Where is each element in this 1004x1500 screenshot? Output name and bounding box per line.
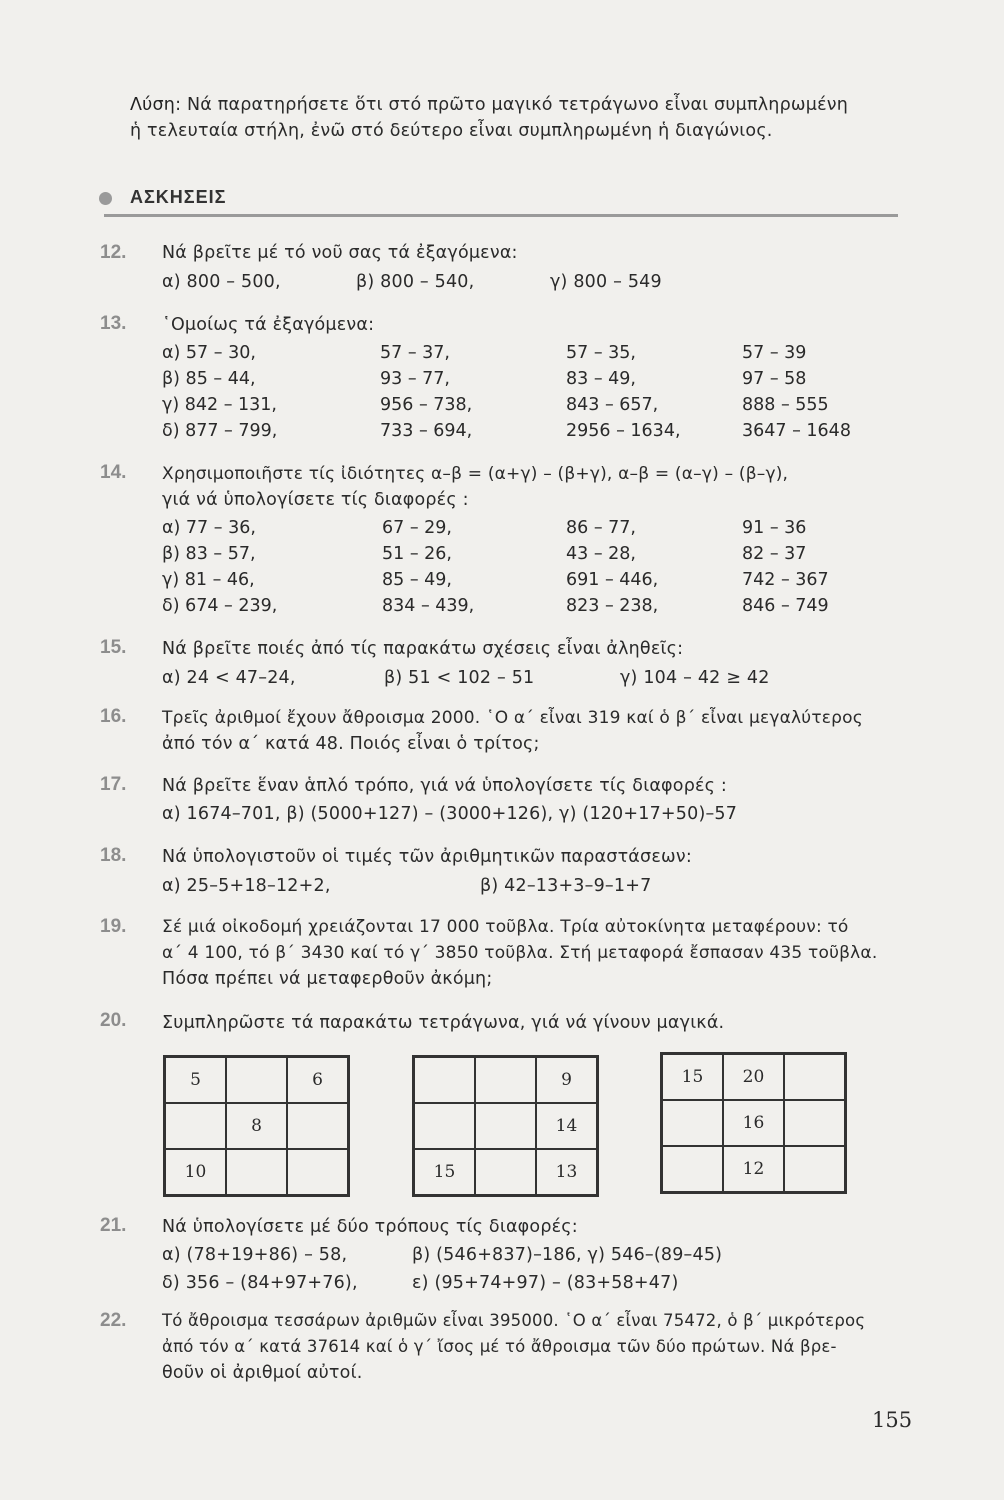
exercise-18-b: β) 42–13+3–9–1+7 <box>480 876 652 896</box>
magic-square-3 <box>660 1052 847 1194</box>
magic-square-cell[interactable] <box>414 1103 475 1149</box>
ex14-cell: 91 – 36 <box>742 518 807 538</box>
exercise-21-bc: β) (546+837)–186, γ) 546–(89–45) <box>412 1245 723 1265</box>
exercise-20-text: Συμπληρῶστε τά παρακάτω τετράγωνα, γιά νά γίνουν μαγικά. <box>162 1013 725 1033</box>
exercise-13-col-3 <box>566 340 681 444</box>
section-bullet-icon <box>99 192 112 205</box>
exercise-22-line-3: θοῦν οἱ ἀριθμοί αὐτοί. <box>162 1363 363 1383</box>
ex14-cell: γ) 81 – 46, <box>162 570 255 590</box>
magic-square-cell[interactable]: 16 <box>723 1100 784 1146</box>
exercise-14-line-1: Χρησιμοποιῆστε τίς ἰδιότητες α–β = (α+γ) – (β+γ), α–β = (α–γ) – (β–γ), <box>162 464 789 484</box>
ex13-cell: 57 – 37, <box>380 343 450 363</box>
solution-line-1 <box>130 94 848 116</box>
magic-square-cell[interactable] <box>784 1054 845 1100</box>
magic-square-cell[interactable] <box>475 1057 536 1103</box>
exercise-13-text: ῾Ομοίως τά ἐξαγόμενα: <box>162 315 375 335</box>
magic-square-cell[interactable]: 12 <box>723 1146 784 1192</box>
exercise-number-12: 12. <box>100 242 127 263</box>
exercise-18-text: Νά ὑπολογιστοῦν οἱ τιμές τῶν ἀριθμητικῶν παραστάσεων: <box>162 847 692 867</box>
exercise-number-19: 19. <box>100 916 127 937</box>
exercise-12-text: Νά βρεῖτε μέ τό νοῦ σας τά ἐξαγόμενα: <box>162 243 518 263</box>
ex13-cell: 83 – 49, <box>566 369 636 389</box>
exercise-16-line-2: ἀπό τόν α΄ κατά 48. Ποιός εἶναι ὁ τρίτος; <box>162 734 540 754</box>
exercise-number-16: 16. <box>100 706 127 727</box>
exercise-16-line-1: Τρεῖς ἀριθμοί ἔχουν ἄθροισμα 2000. ῾Ο α΄ εἶναι 319 καί ὁ β΄ εἶναι μεγαλύτερος <box>162 708 863 728</box>
magic-square-cell[interactable]: 15 <box>662 1054 723 1100</box>
magic-square-cell[interactable] <box>784 1146 845 1192</box>
exercise-21-text: Νά ὑπολογίσετε μέ δύο τρόπους τίς διαφορές: <box>162 1217 578 1237</box>
magic-square-cell[interactable]: 8 <box>226 1103 287 1149</box>
ex14-cell: α) 77 – 36, <box>162 518 256 538</box>
exercise-12-a: α) 800 – 500, <box>162 272 281 292</box>
magic-square-cell[interactable]: 5 <box>165 1057 226 1103</box>
ex14-cell: δ) 674 – 239, <box>162 596 278 616</box>
magic-square-cell[interactable]: 20 <box>723 1054 784 1100</box>
ex13-cell: 733 – 694, <box>380 421 473 441</box>
magic-square-cell[interactable] <box>662 1146 723 1192</box>
page-number: 155 <box>872 1408 913 1432</box>
exercise-14-col-2 <box>382 515 474 619</box>
ex13-cell: γ) 842 – 131, <box>162 395 277 415</box>
ex13-cell: 2956 – 1634, <box>566 421 681 441</box>
ex14-cell: 823 – 238, <box>566 596 659 616</box>
section-divider <box>104 214 898 217</box>
magic-square-cell[interactable] <box>287 1149 348 1195</box>
ex13-cell: α) 57 – 30, <box>162 343 256 363</box>
solution-text-1: : Νά παρατηρήσετε ὅτι στό πρῶτο μαγικό τετράγωνο εἶναι συμπληρωμένη <box>175 95 849 115</box>
ex13-cell: δ) 877 – 799, <box>162 421 278 441</box>
exercise-17-line-1: Νά βρεῖτε ἕναν ἁπλό τρόπο, γιά νά ὑπολογίσετε τίς διαφορές : <box>162 776 728 796</box>
exercise-number-18: 18. <box>100 845 127 866</box>
exercise-15-c: γ) 104 – 42 ≥ 42 <box>620 668 770 688</box>
magic-square-cell[interactable] <box>226 1057 287 1103</box>
exercise-12-c: γ) 800 – 549 <box>550 272 662 292</box>
ex14-cell: 691 – 446, <box>566 570 659 590</box>
magic-square-cell[interactable]: 6 <box>287 1057 348 1103</box>
exercise-15-a: α) 24 < 47–24, <box>162 668 296 688</box>
magic-square-cell[interactable] <box>784 1100 845 1146</box>
exercise-number-21: 21. <box>100 1215 127 1236</box>
ex14-cell: β) 83 – 57, <box>162 544 256 564</box>
ex14-cell: 82 – 37 <box>742 544 807 564</box>
ex13-cell: 3647 – 1648 <box>742 421 851 441</box>
ex14-cell: 51 – 26, <box>382 544 452 564</box>
magic-square-cell[interactable]: 10 <box>165 1149 226 1195</box>
exercise-14-col-4 <box>742 515 829 619</box>
exercise-19-line-1: Σέ μιά οἰκοδομή χρειάζονται 17 000 τοῦβλα. Τρία αὐτοκίνητα μεταφέρουν: τό <box>162 917 849 937</box>
ex14-cell: 846 – 749 <box>742 596 829 616</box>
magic-square-cell[interactable]: 15 <box>414 1149 475 1195</box>
exercise-14-col-1 <box>162 515 277 619</box>
exercise-number-22: 22. <box>100 1310 127 1331</box>
ex14-cell: 85 – 49, <box>382 570 452 590</box>
magic-square-cell[interactable]: 9 <box>536 1057 597 1103</box>
magic-square-cell[interactable]: 13 <box>536 1149 597 1195</box>
magic-square-cell[interactable] <box>414 1057 475 1103</box>
magic-square-cell[interactable]: 14 <box>536 1103 597 1149</box>
exercise-14-line-2: γιά νά ὑπολογίσετε τίς διαφορές : <box>162 490 469 510</box>
ex13-cell: 888 – 555 <box>742 395 829 415</box>
exercise-13-col-4 <box>742 340 851 444</box>
ex13-cell: 956 – 738, <box>380 395 473 415</box>
exercise-19-line-3: Πόσα πρέπει νά μεταφερθοῦν ἀκόμη; <box>162 969 493 989</box>
exercise-21-d: δ) 356 – (84+97+76), <box>162 1273 358 1293</box>
ex14-cell: 834 – 439, <box>382 596 475 616</box>
solution-line-2: ἡ τελευταία στήλη, ἐνῶ στό δεύτερο εἶναι συμπληρωμένη ἡ διαγώνιος. <box>130 121 773 141</box>
exercise-number-14: 14. <box>100 462 127 483</box>
exercise-17-line-2: α) 1674–701, β) (5000+127) – (3000+126), γ) (120+17+50)–57 <box>162 804 738 824</box>
exercise-12-b: β) 800 – 540, <box>356 272 475 292</box>
exercise-13-col-2 <box>380 340 472 444</box>
ex13-cell: 97 – 58 <box>742 369 807 389</box>
magic-square-cell[interactable] <box>475 1103 536 1149</box>
magic-square-cell[interactable] <box>226 1149 287 1195</box>
exercise-number-20: 20. <box>100 1010 127 1031</box>
exercise-21-e: ε) (95+74+97) – (83+58+47) <box>412 1273 679 1293</box>
exercise-19-line-2: α΄ 4 100, τό β΄ 3430 καί τό γ΄ 3850 τοῦβλα. Στή μεταφορά ἔσπασαν 435 τοῦβλα. <box>162 943 878 963</box>
exercise-22-line-2: ἀπό τόν α΄ κατά 37614 καί ὁ γ΄ ἴσος μέ τό ἄθροισμα τῶν δύο πρώτων. Νά βρε- <box>162 1337 837 1356</box>
exercise-18-a: α) 25–5+18–12+2, <box>162 876 331 896</box>
exercise-15-text: Νά βρεῖτε ποιές ἀπό τίς παρακάτω σχέσεις εἶναι ἀληθεῖς: <box>162 639 684 659</box>
ex13-cell: 93 – 77, <box>380 369 450 389</box>
exercise-number-13: 13. <box>100 313 127 334</box>
exercise-15-b: β) 51 < 102 – 51 <box>384 668 535 688</box>
magic-square-2 <box>412 1055 599 1197</box>
ex14-cell: 43 – 28, <box>566 544 636 564</box>
exercise-number-17: 17. <box>100 774 127 795</box>
magic-square-cell[interactable] <box>662 1100 723 1146</box>
ex14-cell: 86 – 77, <box>566 518 636 538</box>
ex14-cell: 67 – 29, <box>382 518 452 538</box>
exercise-13-col-1 <box>162 340 277 444</box>
magic-square-1 <box>163 1055 350 1197</box>
magic-square-cell[interactable] <box>165 1103 226 1149</box>
ex13-cell: β) 85 – 44, <box>162 369 256 389</box>
ex13-cell: 57 – 35, <box>566 343 636 363</box>
section-title: ΑΣΚΗΣΕΙΣ <box>130 187 227 207</box>
exercise-22-line-1: Τό ἄθροισμα τεσσάρων ἀριθμῶν εἶναι 395000. ῾Ο α΄ εἶναι 75472, ὁ β΄ μικρότερος <box>162 1311 866 1330</box>
ex14-cell: 742 – 367 <box>742 570 829 590</box>
exercise-14-col-3 <box>566 515 658 619</box>
ex13-cell: 843 – 657, <box>566 395 659 415</box>
exercise-number-15: 15. <box>100 637 127 658</box>
magic-square-cell[interactable] <box>475 1149 536 1195</box>
ex13-cell: 57 – 39 <box>742 343 807 363</box>
magic-square-cell[interactable] <box>287 1103 348 1149</box>
solution-label: Λύση <box>130 95 176 115</box>
exercise-21-a: α) (78+19+86) – 58, <box>162 1245 348 1265</box>
